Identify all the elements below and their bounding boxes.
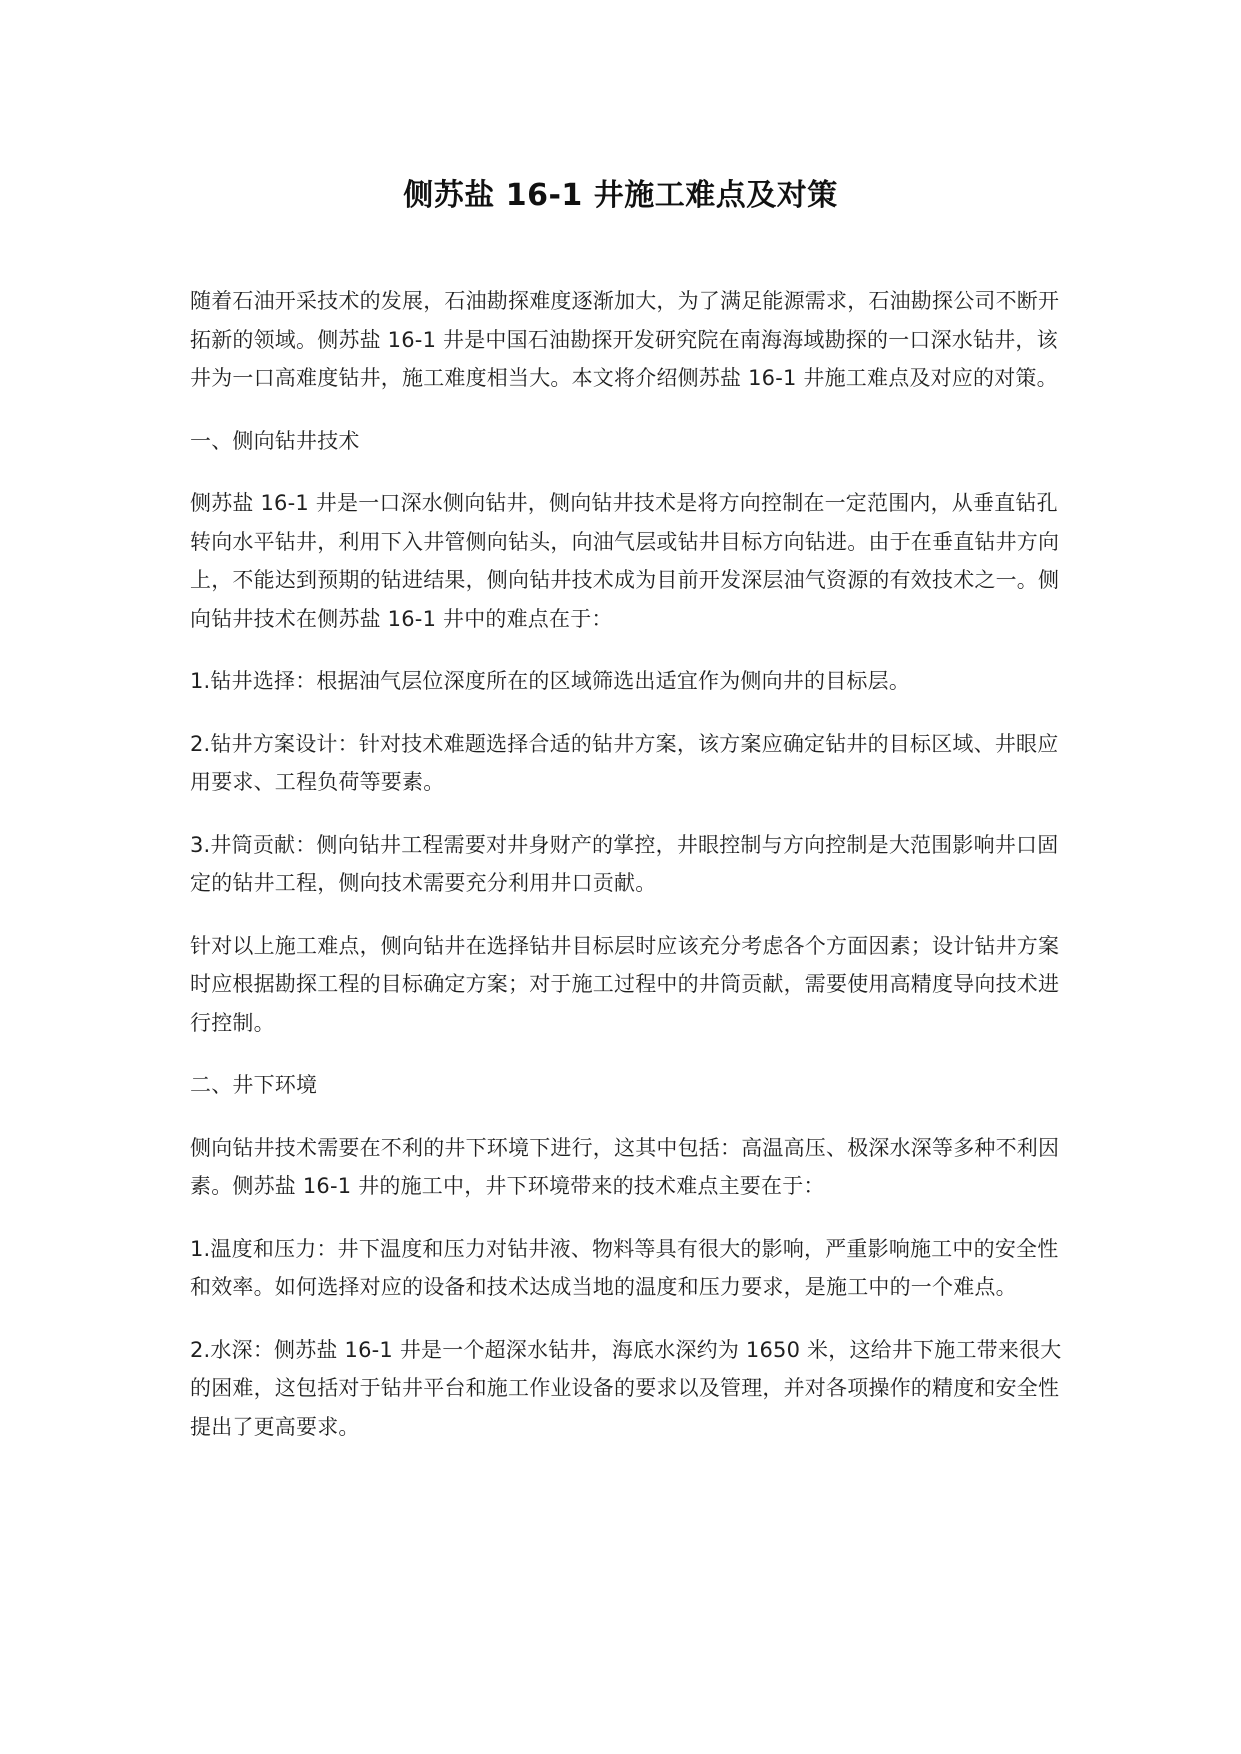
section-2-paragraph: 侧向钻井技术需要在不利的井下环境下进行，这其中包括：高温高压、极深水深等多种不利因素。侧苏盐 16-1 井的施工中，井下环境带来的技术难点主要在于： [190, 1135, 1060, 1198]
section-2-heading: 二、井下环境 [190, 1073, 318, 1097]
section-1-item-1: 1.钻井选择：根据油气层位深度所在的区域筛选出适宜作为侧向井的目标层。 [190, 669, 911, 693]
section-2-item-2: 2.水深：侧苏盐 16-1 井是一个超深水钻井，海底水深约为 1650 米，这给井下施工带来很大的困难，这包括对于钻井平台和施工作业设备的要求以及管理，并对各项操作的精度和安全性提出了更高要求。 [190, 1337, 1062, 1439]
document-body [190, 282, 1070, 1446]
section-1-paragraph: 侧苏盐 16-1 井是一口深水侧向钻井，侧向钻井技术是将方向控制在一定范围内，从垂直钻孔转向水平钻井，利用下入井管侧向钻头，向油气层或钻井目标方向钻进。由于在垂直钻井方向上，不能达到预期的钻进结果，侧向钻井技术成为目前开发深层油气资源的有效技术之一。侧向钻井技术在侧苏盐 16-1 井中的难点在于： [190, 491, 1060, 631]
intro-paragraph: 随着石油开采技术的发展，石油勘探难度逐渐加大，为了满足能源需求，石油勘探公司不断开拓新的领域。侧苏盐 16-1 井是中国石油勘探开发研究院在南海海域勘探的一口深水钻井，该井为一口高难度钻井，施工难度相当大。本文将介绍侧苏盐 16-1 井施工难点及对应的对策。 [190, 289, 1060, 390]
section-1-summary: 针对以上施工难点，侧向钻井在选择钻井目标层时应该充分考虑各个方面因素；设计钻井方案时应根据勘探工程的目标确定方案；对于施工过程中的井筒贡献，需要使用高精度导向技术进行控制。 [190, 933, 1060, 1035]
section-1-item-3: 3.井筒贡献：侧向钻井工程需要对井身财产的掌控，井眼控制与方向控制是大范围影响井口固定的钻井工程，侧向技术需要充分利用井口贡献。 [190, 832, 1059, 895]
section-2-item-1: 1.温度和压力：井下温度和压力对钻井液、物料等具有很大的影响，严重影响施工中的安全性和效率。如何选择对应的设备和技术达成当地的温度和压力要求，是施工中的一个难点。 [190, 1236, 1059, 1299]
section-1-item-2: 2.钻井方案设计：针对技术难题选择合适的钻井方案，该方案应确定钻井的目标区域、井眼应用要求、工程负荷等要素。 [190, 731, 1059, 794]
document-title: 侧苏盐 16-1 井施工难点及对策 [403, 178, 838, 213]
section-1-heading: 一、侧向钻井技术 [190, 428, 360, 453]
